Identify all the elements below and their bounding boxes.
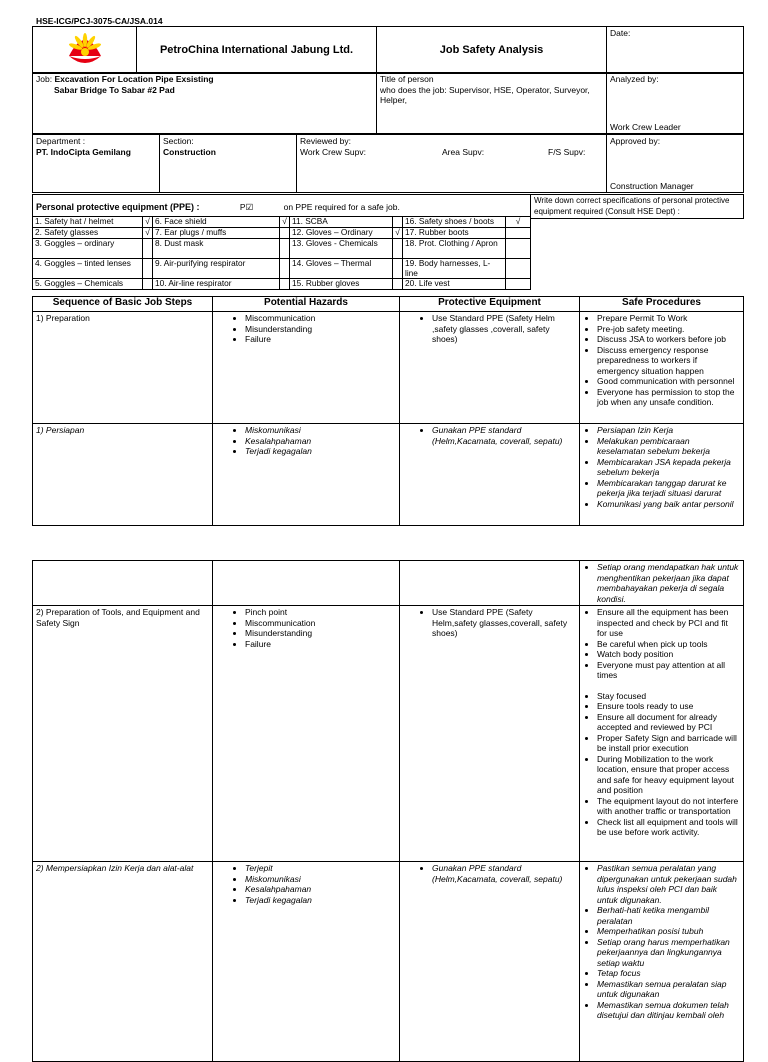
ppe-item: 17. Rubber boots xyxy=(403,228,506,239)
bullet-item: • Berhati-hati ketika mengambil peralatan xyxy=(597,905,740,926)
bullet-list xyxy=(583,691,740,838)
ppe-item: 10. Air-line respirator xyxy=(153,279,280,290)
bullet-item: • During Mobilization to the work location, ensure that proper access and safe for heavy equipment layout and position xyxy=(597,754,740,796)
bullet-item: • Memastikan semua peralatan siap untuk digunakan xyxy=(597,979,740,1000)
step-cell xyxy=(33,312,213,424)
ppe-checkbox[interactable] xyxy=(393,279,403,290)
bullet-list xyxy=(231,313,396,345)
ppe-cell xyxy=(400,312,580,424)
job-table xyxy=(32,72,744,134)
document-code: HSE-ICG/PCJ-3075-CA/JSA.014 xyxy=(36,16,163,26)
bullet-item: • Proper Safety Sign and barricade will be install prior execution xyxy=(597,733,740,754)
jsa-table-page1 xyxy=(32,296,744,526)
bullet-item: • Failure xyxy=(245,334,396,345)
reviewed-cell xyxy=(297,135,607,193)
hazard-cell-empty xyxy=(213,561,400,606)
ppe-checkbox[interactable] xyxy=(506,259,531,279)
bullet-item: • Watch body position xyxy=(597,649,740,660)
ppe-cell-empty xyxy=(400,561,580,606)
ppe-item: 15. Rubber gloves xyxy=(290,279,393,290)
ppe-item: 20. Life vest xyxy=(403,279,506,290)
ppe-checkbox[interactable] xyxy=(143,239,153,259)
ppe-item: 18. Prot. Clothing / Apron xyxy=(403,239,506,259)
ppe-item: 16. Safety shoes / boots xyxy=(403,217,506,228)
step-cell-empty xyxy=(33,561,213,606)
ppe-checkbox[interactable] xyxy=(506,239,531,259)
bullet-item: • Check list all equipment and tools will be use before work activity. xyxy=(597,817,740,838)
procedure-cell-continued xyxy=(580,561,744,606)
bullet-item: • Setiap orang mendapatkan hak untuk menghentikan pekerjaan jika dapat membahayakan pekerja di segala kondisi. xyxy=(597,562,740,604)
department-table xyxy=(32,134,744,193)
bullet-item: • Terjepit xyxy=(245,863,396,874)
bullet-item: • Prepare Permit To Work xyxy=(597,313,740,324)
bullet-item: • Kesalahpahaman xyxy=(245,884,396,895)
bullet-list xyxy=(583,607,740,681)
bullet-item: • Setiap orang harus memperhatikan pekerjaannya dan lingkungannya setiap waktu xyxy=(597,937,740,969)
ppe-checkbox[interactable]: √ xyxy=(143,228,153,239)
bullet-item: • Memastikan semua dokumen telah disetujui dan ditinjau kembali oleh xyxy=(597,1000,740,1021)
logo-cell xyxy=(33,27,137,74)
bullet-item: • Pastikan semua peralatan yang dipergunakan untuk pekerjaan sudah lulus inspeksi oleh PCI dan baik untuk digunakan. xyxy=(597,863,740,905)
ppe-title-cell xyxy=(33,195,531,219)
ppe-cell xyxy=(400,424,580,526)
bullet-item: • Pre-job safety meeting. xyxy=(597,324,740,335)
bullet-list xyxy=(418,425,576,446)
step-cell xyxy=(33,424,213,526)
job-label: Job: xyxy=(36,74,53,84)
work-crew-supv-label: Work Crew Supv: xyxy=(300,146,366,157)
bullet-item: • Miscommunication xyxy=(245,618,396,629)
bullet-item: • Komunikasi yang baik antar personil xyxy=(597,499,740,510)
title-person-label: Title of person xyxy=(380,74,434,84)
ppe-item: 12. Gloves – Ordinary xyxy=(290,228,393,239)
ppe-grid xyxy=(32,216,531,290)
title-person-text: who does the job: Supervisor, HSE, Operator, Surveyor, Helper, xyxy=(380,84,590,105)
bullet-item: • Use Standard PPE (Safety Helm ,safety glasses ,coverall, safety shoes) xyxy=(432,313,576,345)
ppe-checkbox[interactable] xyxy=(280,279,290,290)
ppe-item: 9. Air-purifying respirator xyxy=(153,259,280,279)
bullet-item: • Memperhatikan posisi tubuh xyxy=(597,926,740,937)
bullet-list xyxy=(583,313,740,408)
ppe-label: Personal protective equipment (PPE) : xyxy=(36,201,200,212)
procedures-cell xyxy=(580,424,744,526)
step-text: 2) Mempersiapkan Izin Kerja dan alat-alat xyxy=(36,863,194,873)
ppe-checkbox[interactable]: √ xyxy=(143,217,153,228)
col-header-steps: Sequence of Basic Job Steps xyxy=(33,297,213,312)
ppe-item: 14. Gloves – Thermal xyxy=(290,259,393,279)
bullet-list xyxy=(418,863,576,884)
ppe-check-symbol: P☑ xyxy=(239,201,254,212)
ppe-item: 8. Dust mask xyxy=(153,239,280,259)
step-cell xyxy=(33,606,213,862)
ppe-item: 11. SCBA xyxy=(290,217,393,228)
title-of-person-cell xyxy=(377,73,607,134)
col-header-ppe: Protective Equipment xyxy=(400,297,580,312)
bullet-list xyxy=(231,607,396,649)
ppe-checkbox[interactable] xyxy=(393,259,403,279)
ppe-item: 7. Ear plugs / muffs xyxy=(153,228,280,239)
work-crew-leader-label: Work Crew Leader xyxy=(610,121,681,132)
ppe-checkbox[interactable] xyxy=(280,228,290,239)
ppe-item: 5. Goggles – Chemicals xyxy=(33,279,143,290)
bullet-item: • Discuss emergency response preparedness to workers if emergency situation happen xyxy=(597,345,740,377)
bullet-item: • Misunderstanding xyxy=(245,324,396,335)
col-header-hazards: Potential Hazards xyxy=(213,297,400,312)
header-table xyxy=(32,26,744,74)
approved-by-label: Approved by: xyxy=(610,136,661,146)
section-value: Construction xyxy=(163,146,216,157)
ppe-cell xyxy=(400,606,580,862)
bullet-item: • Miskomunikasi xyxy=(245,874,396,885)
bullet-item: • Tetap focus xyxy=(597,968,740,979)
procedures-cell xyxy=(580,312,744,424)
hazards-cell xyxy=(213,312,400,424)
bullet-item: • Membicarakan tanggap darurat ke pekerja jika terjadi situasi darurat xyxy=(597,478,740,499)
department-label: Department : xyxy=(36,136,86,146)
bullet-item: • Membicarakan JSA kepada pekerja sebelum bekerja xyxy=(597,457,740,478)
col-header-procedures: Safe Procedures xyxy=(580,297,744,312)
company-name: PetroChina International Jabung Ltd. xyxy=(137,27,377,74)
ppe-item: 2. Safety glasses xyxy=(33,228,143,239)
bullet-item: • Be careful when pick up tools xyxy=(597,639,740,650)
bullet-item: • Kesalahpahaman xyxy=(245,436,396,447)
ppe-checkbox[interactable]: √ xyxy=(393,228,403,239)
ppe-checkbox[interactable] xyxy=(280,239,290,259)
bullet-item: • Discuss JSA to workers before job xyxy=(597,334,740,345)
section-label: Section: xyxy=(163,136,194,146)
section-cell xyxy=(160,135,297,193)
bullet-item: • Miscommunication xyxy=(245,313,396,324)
ppe-checkbox[interactable] xyxy=(506,228,531,239)
bullet-item: • Failure xyxy=(245,639,396,650)
date-label: Date: xyxy=(607,27,744,74)
bullet-item: • Good communication with personnel xyxy=(597,376,740,387)
list-spacer xyxy=(583,681,740,691)
ppe-on-text: on PPE required for a safe job. xyxy=(283,201,400,212)
ppe-checkbox[interactable]: √ xyxy=(280,217,290,228)
ppe-item: 3. Goggles – ordinary xyxy=(33,239,143,259)
bullet-item: • Ensure all the equipment has been inspected and check by PCI and fit for use xyxy=(597,607,740,639)
ppe-item: 4. Goggles – tinted lenses xyxy=(33,259,143,279)
analyzed-cell xyxy=(607,73,744,134)
bullet-item: • Persiapan Izin Kerja xyxy=(597,425,740,436)
step-text: 1) Persiapan xyxy=(36,425,85,435)
bullet-item: • Terjadi kegagalan xyxy=(245,446,396,457)
bullet-list xyxy=(418,607,576,639)
bullet-list xyxy=(418,313,576,345)
department-cell xyxy=(33,135,160,193)
ppe-item: 19. Body harnesses, L-line xyxy=(403,259,506,279)
bullet-item: • Stay focused xyxy=(597,691,740,702)
bullet-item: • Misunderstanding xyxy=(245,628,396,639)
construction-manager-label: Construction Manager xyxy=(610,180,694,191)
ppe-checkbox[interactable]: √ xyxy=(506,217,531,228)
bullet-item: • Use Standard PPE (Safety Helm,safety glasses,coverall, safety shoes) xyxy=(432,607,576,639)
ppe-cell xyxy=(400,862,580,1062)
ppe-checkbox[interactable] xyxy=(143,259,153,279)
job-cell xyxy=(33,73,377,134)
job-value-line1: Excavation For Location Pipe Exsisting xyxy=(54,74,214,84)
bullet-item: • Everyone has permission to stop the job when any unsafe condition. xyxy=(597,387,740,408)
fs-supv-label: F/S Supv: xyxy=(548,146,586,157)
step-text: 2) Preparation of Tools, and Equipment and Safety Sign xyxy=(36,607,200,628)
area-supv-label: Area Supv: xyxy=(442,146,485,157)
department-value: PT. IndoCipta Gemilang xyxy=(36,146,131,157)
analyzed-by-label: Analyzed by: xyxy=(610,74,659,84)
bullet-list xyxy=(583,863,740,1021)
ppe-spec-cell xyxy=(531,195,744,219)
bullet-list xyxy=(583,425,740,509)
ppe-checkbox[interactable] xyxy=(393,217,403,228)
petrochina-logo-icon xyxy=(65,30,105,68)
job-value-line2: Sabar Bridge To Sabar #2 Pad xyxy=(54,84,175,95)
hazards-cell xyxy=(213,606,400,862)
bullet-item: • Miskomunikasi xyxy=(245,425,396,436)
bullet-item: • Gunakan PPE standard (Helm,Kacamata, coverall, sepatu) xyxy=(432,863,576,884)
bullet-item: • Melakukan pembicaraan keselamatan sebelum bekerja xyxy=(597,436,740,457)
jsa-table-page2 xyxy=(32,560,744,1062)
ppe-write-down-text: Write down correct specifications of personal protective equipment required (Consult HSE Dept) : xyxy=(534,196,730,216)
approved-cell xyxy=(607,135,744,193)
ppe-item: 1. Safety hat / helmet xyxy=(33,217,143,228)
step-text: 1) Preparation xyxy=(36,313,90,323)
bullet-item: • Everyone must pay attention at all times xyxy=(597,660,740,681)
bullet-item: • The equipment layout do not interfere with another traffic or transportation xyxy=(597,796,740,817)
procedures-cell xyxy=(580,862,744,1062)
hazards-cell xyxy=(213,424,400,526)
procedures-cell xyxy=(580,606,744,862)
ppe-checkbox[interactable] xyxy=(143,279,153,290)
procedure-list xyxy=(583,562,740,604)
bullet-item: • Ensure all document for already accepted and reviewed by PCI xyxy=(597,712,740,733)
ppe-checkbox[interactable] xyxy=(280,259,290,279)
ppe-item: 13. Gloves - Chemicals xyxy=(290,239,393,259)
bullet-list xyxy=(231,863,396,905)
ppe-item: 6. Face shield xyxy=(153,217,280,228)
bullet-item: • Gunakan PPE standard (Helm,Kacamata, coverall, sepatu) xyxy=(432,425,576,446)
ppe-checkbox[interactable] xyxy=(393,239,403,259)
bullet-list xyxy=(231,425,396,457)
hazards-cell xyxy=(213,862,400,1062)
bullet-item: • Ensure tools ready to use xyxy=(597,701,740,712)
bullet-item: • Pinch point xyxy=(245,607,396,618)
bullet-item: • Terjadi kegagalan xyxy=(245,895,396,906)
reviewed-by-label: Reviewed by: xyxy=(300,136,352,146)
document-title: Job Safety Analysis xyxy=(377,27,607,74)
step-cell xyxy=(33,862,213,1062)
ppe-checkbox[interactable] xyxy=(506,279,531,290)
